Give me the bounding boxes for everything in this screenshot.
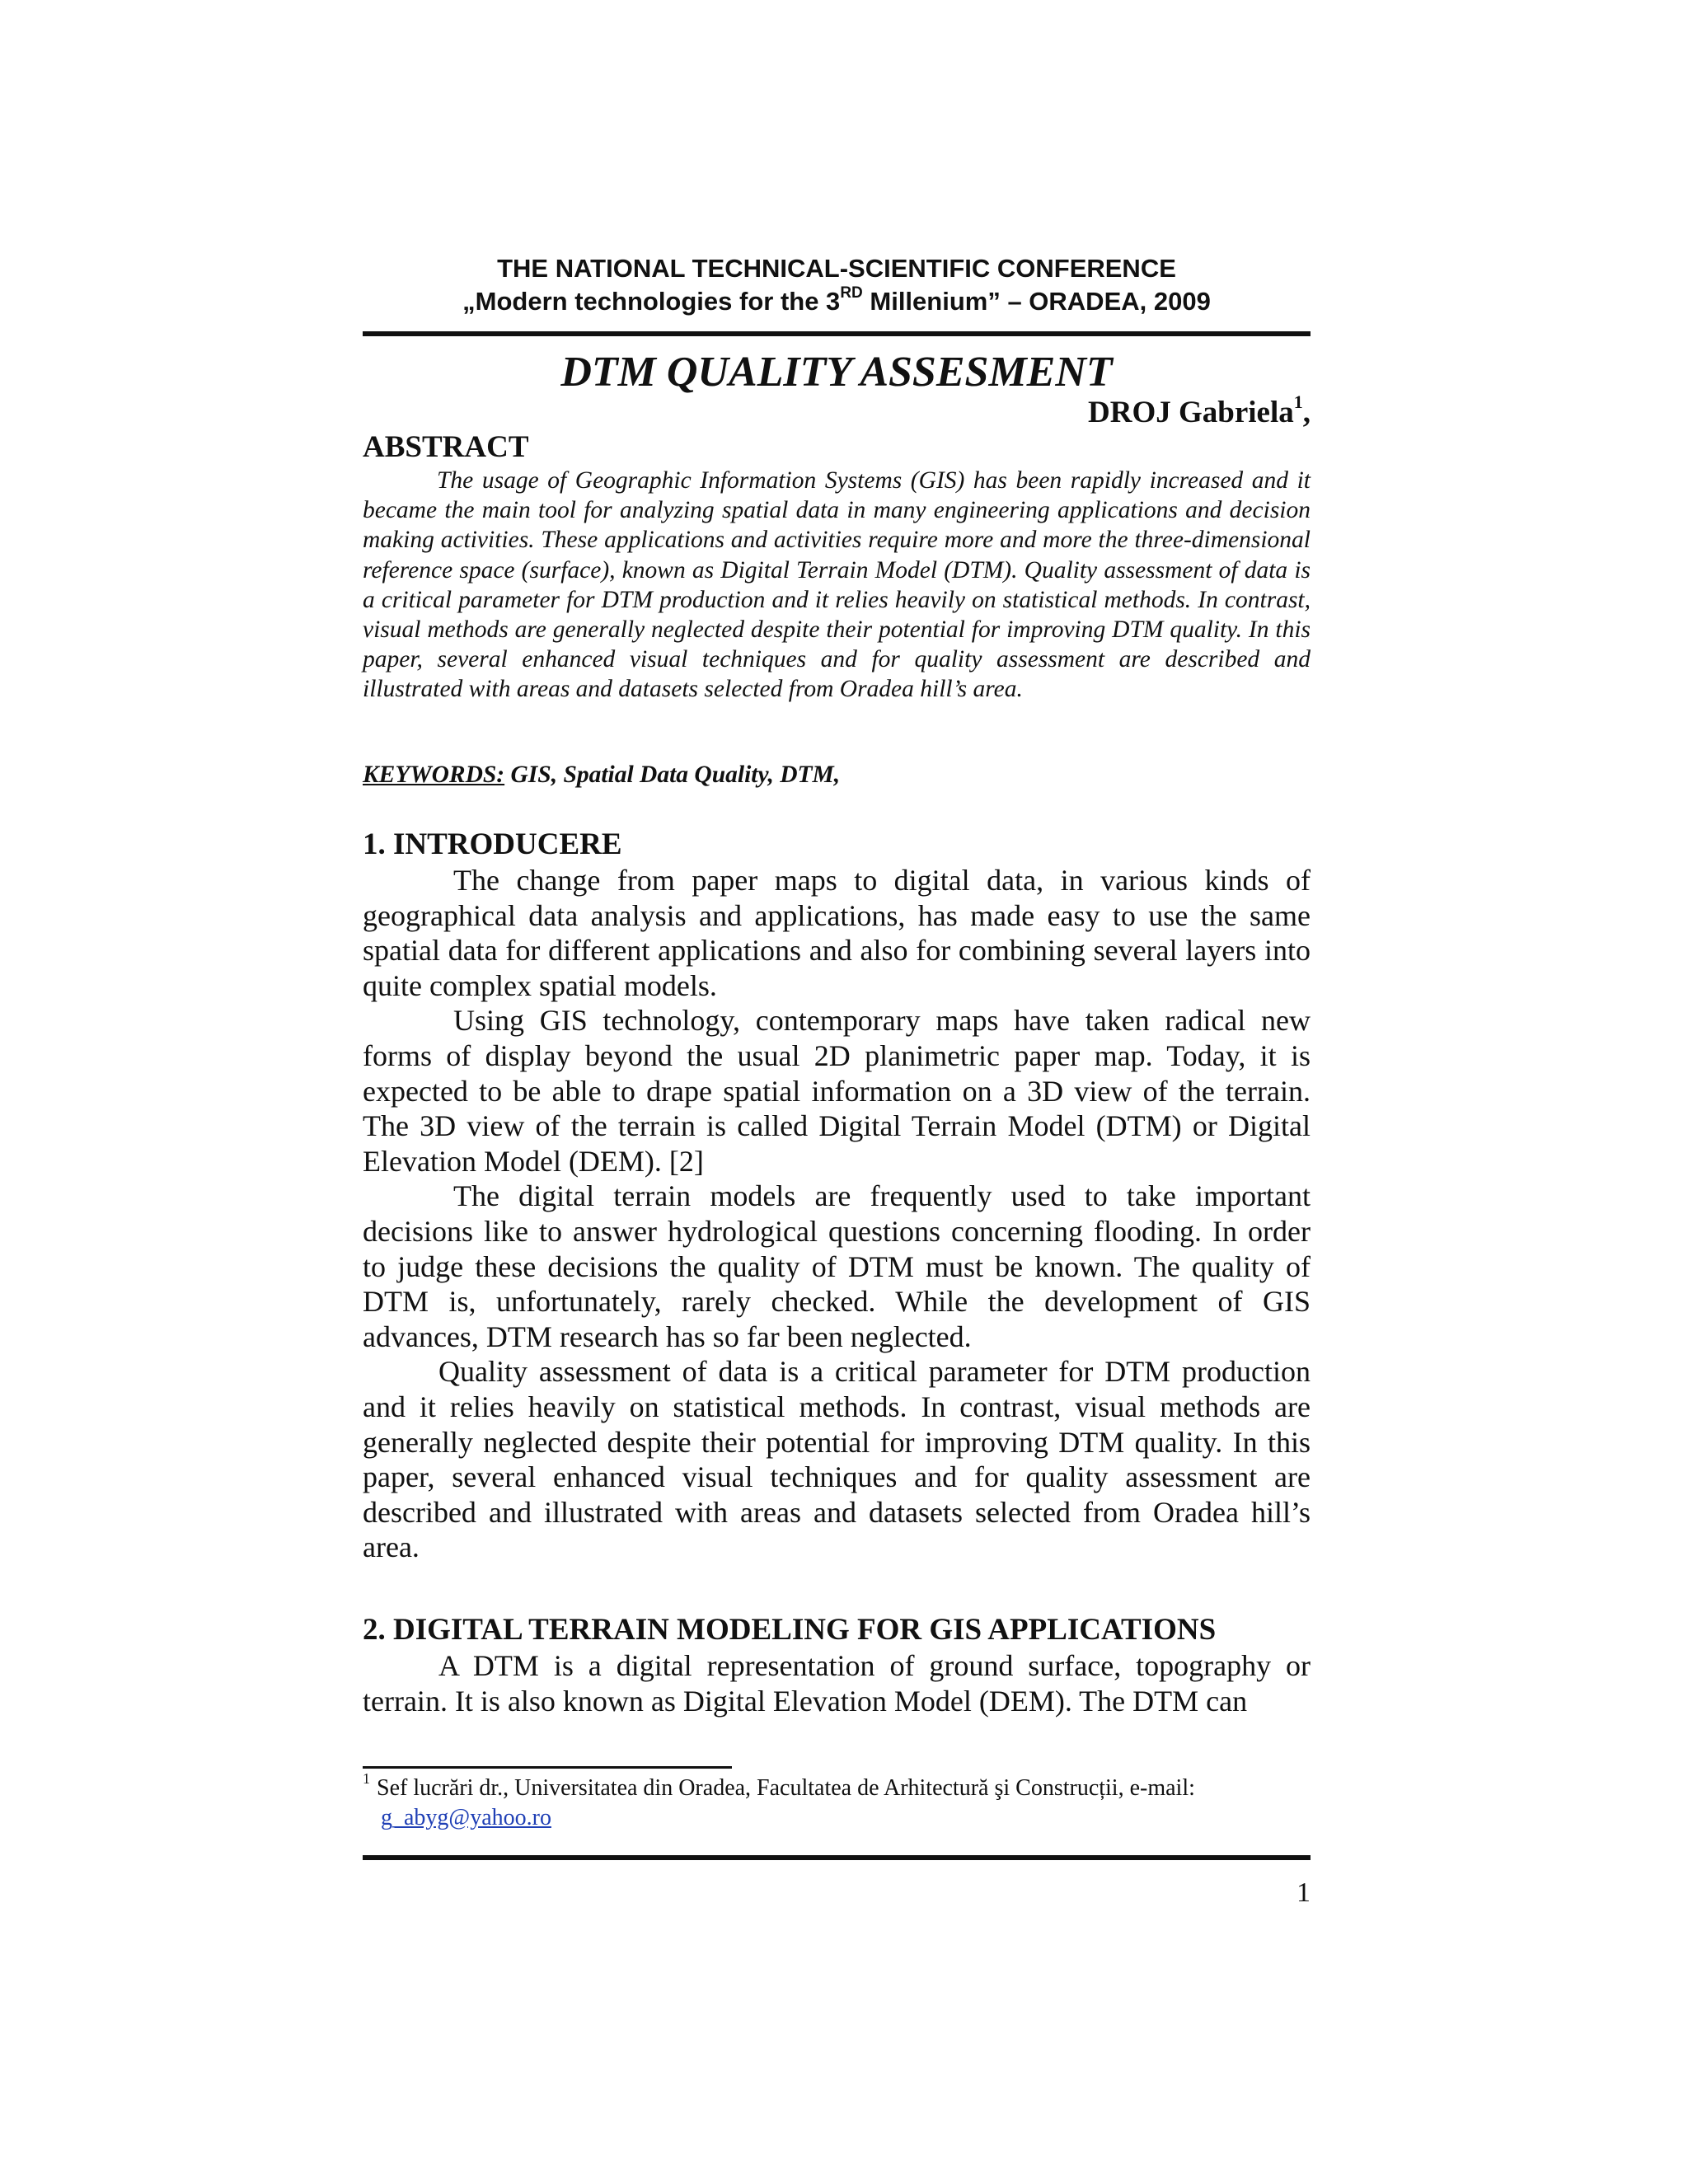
- section-1-paragraph: The change from paper maps to digital data, in various kinds of geographical data analysis and applications, has made easy to use the same spatial data for different applications and also for combining several layers into quite complex spatial models.: [363, 864, 1311, 1002]
- footnote-marker: 1: [363, 1769, 370, 1787]
- section-1-paragraph: Using GIS technology, contemporary maps have taken radical new forms of display beyond the usual 2D planimetric paper map. Today, it is expected to be able to drape spatial information on a 3D view of the terrain. The 3D view of the terrain is called Digital Terrain Model (DTM) or Digital Elevation Model (DEM). [2]: [363, 1004, 1311, 1178]
- author-footnote-marker: 1: [1293, 391, 1303, 412]
- footnote-text: Sef lucrări dr., Universitatea din Oradea, Facultatea de Arhitectură şi Construcții, e-mail:: [377, 1775, 1195, 1801]
- section-2-body: [363, 1648, 1311, 1718]
- footnote-email-link[interactable]: g_abyg@yahoo.ro: [381, 1805, 551, 1830]
- keywords-label: KEYWORDS:: [363, 762, 505, 788]
- section-1-paragraph: Quality assessment of data is a critical parameter for DTM production and it relies heavily on statistical methods. In contrast, visual methods are generally neglected despite their potential for improving DTM quality. In this paper, several enhanced visual techniques and for quality assessment are described and illustrated with areas and datasets selected from Oradea hill’s area.: [363, 1355, 1311, 1564]
- author-suffix: ,: [1302, 396, 1311, 429]
- section-2-paragraph: A DTM is a digital representation of ground surface, topography or terrain. It is also known as Digital Elevation Model (DEM). The DTM can: [363, 1649, 1311, 1718]
- section-1-body: [363, 863, 1311, 1565]
- paper-title: DTM QUALITY ASSESMENT: [560, 349, 1113, 396]
- conference-subtitle-suffix: Millenium” – ORADEA, 2009: [862, 287, 1211, 316]
- conference-subtitle-prefix: „Modern technologies for the 3: [462, 287, 841, 316]
- conference-subtitle: [363, 285, 1311, 318]
- keywords-line: [363, 760, 1311, 790]
- conference-name: THE NATIONAL TECHNICAL-SCIENTIFIC CONFERENCE: [497, 254, 1176, 283]
- section-1-heading: 1. INTRODUCERE: [363, 827, 622, 861]
- conference-header: [363, 252, 1311, 318]
- author-name: DROJ Gabriela: [1088, 396, 1294, 429]
- footer-rule: [363, 1855, 1311, 1860]
- section-2-heading: 2. DIGITAL TERRAIN MODELING FOR GIS APPLICATIONS: [363, 1613, 1217, 1647]
- abstract-heading: ABSTRACT: [363, 430, 529, 464]
- keywords-values: GIS, Spatial Data Quality, DTM,: [504, 762, 841, 788]
- abstract-text: The usage of Geographic Information Systems (GIS) has been rapidly increased and it became the main tool for analyzing spatial data in many engineering applications and decision making activities. These applications and activities require more and more the three-dimensional reference space (surface), known as Digital Terrain Model (DTM). Quality assessment of data is a critical parameter for DTM production and it relies heavily on statistical methods. In contrast, visual methods are generally neglected despite their potential for improving DTM quality. In this paper, several enhanced visual techniques and for quality assessment are described and illustrated with areas and datasets selected from Oradea hill’s area.: [363, 467, 1311, 703]
- footnote-separator: [363, 1766, 732, 1769]
- author-line: [1088, 391, 1311, 432]
- page-number: 1: [1296, 1877, 1311, 1908]
- conference-subtitle-superscript: RD: [840, 284, 863, 302]
- header-rule: [363, 331, 1311, 336]
- footnote: [363, 1769, 1311, 1833]
- section-1-paragraph: The digital terrain models are frequently used to take important decisions like to answer hydrological questions concerning flooding. In order to judge these decisions the quality of DTM must be known. The quality of DTM is, unfortunately, rarely checked. While the development of GIS advances, DTM research has so far been neglected.: [363, 1179, 1311, 1353]
